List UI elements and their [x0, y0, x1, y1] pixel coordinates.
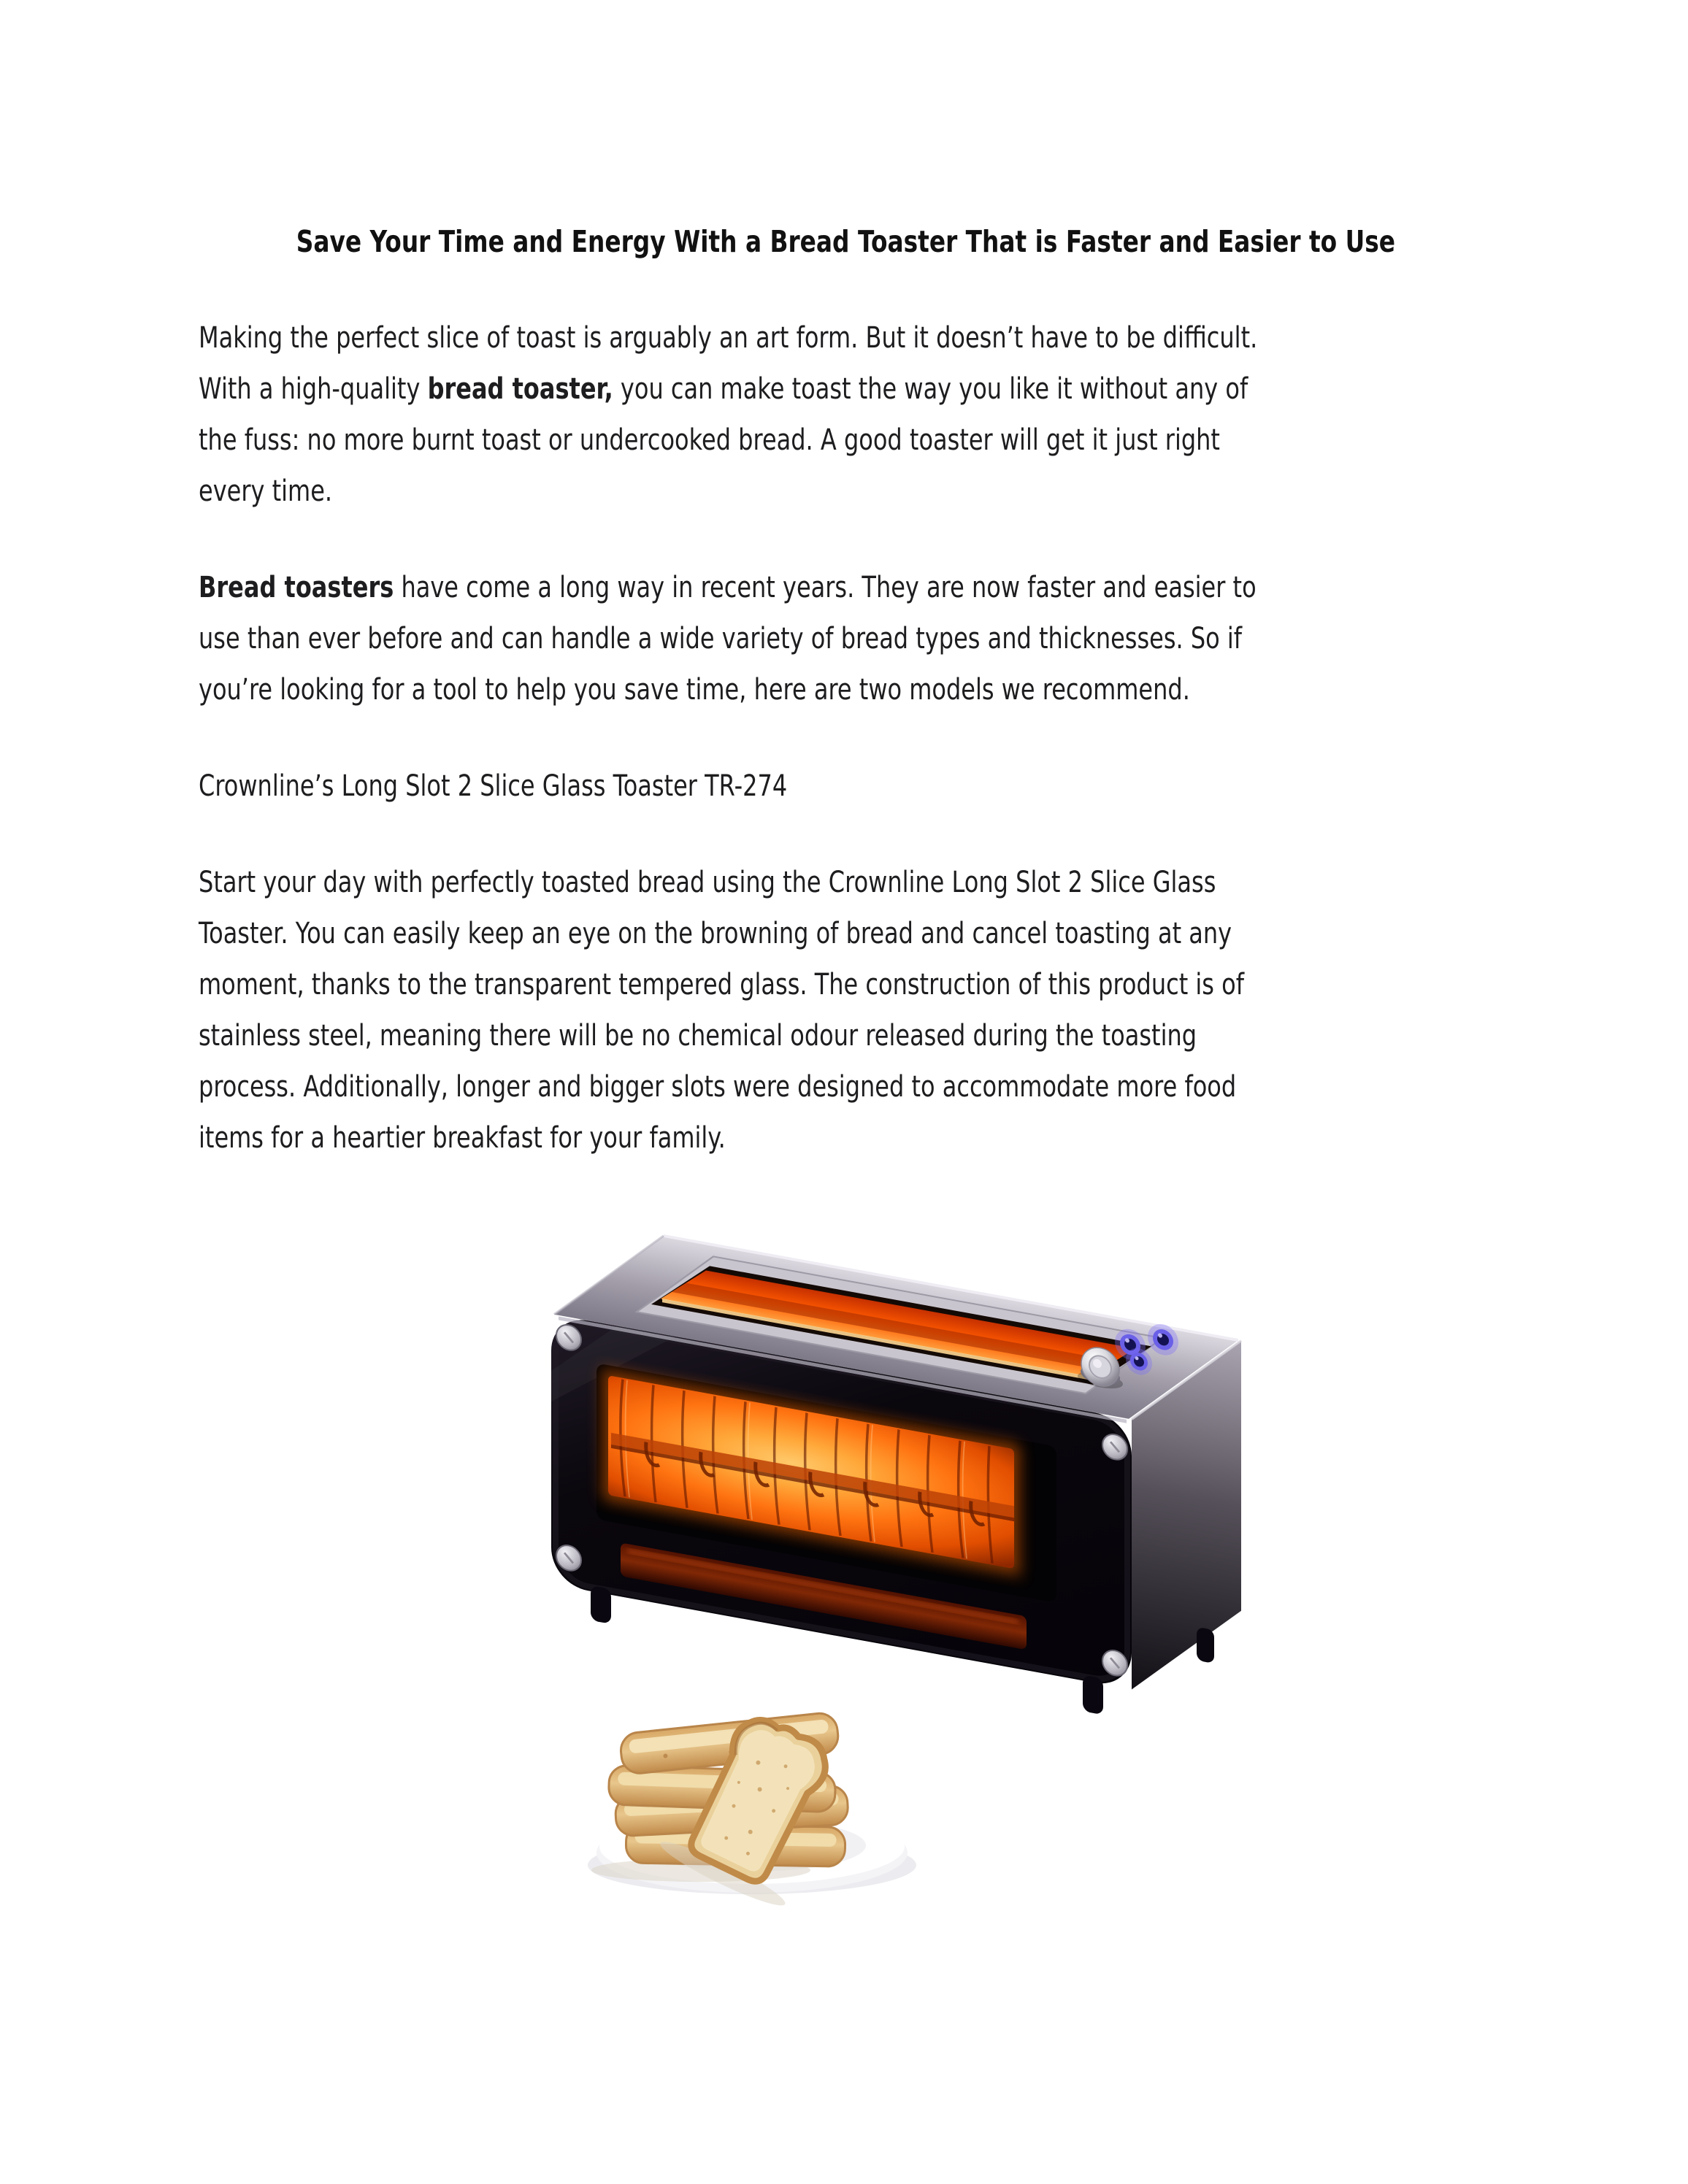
text-line: Start your day with perfectly toasted bread using the Crownline Long Slot 2 Slice Glass: [199, 866, 1216, 899]
intro-paragraph: [199, 312, 1493, 517]
text-line: stainless steel, meaning there will be no chemical odour released during the toasting: [199, 1019, 1197, 1053]
text-line: process. Additionally, longer and bigger slots were designed to accommodate more food: [199, 1070, 1237, 1104]
text-line: you’re looking for a tool to help you save time, here are two models we recommend.: [199, 673, 1190, 707]
text-line: Crownline’s Long Slot 2 Slice Glass Toaster TR-274: [199, 769, 788, 803]
page-title: Save Your Time and Energy With a Bread Toaster That is Faster and Easier to Use: [296, 224, 1396, 259]
document-text-column: [199, 216, 1493, 1209]
text-line: Toaster. You can easily keep an eye on the browning of bread and cancel toasting at any: [199, 917, 1232, 950]
product-heading: [199, 761, 1493, 812]
text-line: use than ever before and can handle a wide variety of bread types and thicknesses. So if: [199, 622, 1243, 655]
text-line: the fuss: no more burnt toast or undercooked bread. A good toaster will get it just right: [199, 423, 1220, 457]
text-line: moment, thanks to the transparent tempered glass. The construction of this product is of: [199, 968, 1244, 1001]
text-line: With a high-quality bread toaster, you can make toast the way you like it without any of: [199, 372, 1248, 406]
text-line: Making the perfect slice of toast is arguably an art form. But it doesn’t have to be difficult.: [199, 321, 1258, 355]
second-paragraph: [199, 562, 1493, 715]
document-body: [199, 312, 1493, 1164]
plate-of-toast: [588, 1700, 916, 1913]
toaster-product-photo: [453, 1204, 1285, 1920]
text-line: items for a heartier breakfast for your family.: [199, 1121, 726, 1155]
text-line: every time.: [199, 474, 333, 508]
toaster-illustration: [551, 1213, 1241, 1740]
text-line: Bread toasters have come a long way in recent years. They are now faster and easier to: [199, 571, 1257, 604]
product-paragraph: [199, 857, 1493, 1164]
